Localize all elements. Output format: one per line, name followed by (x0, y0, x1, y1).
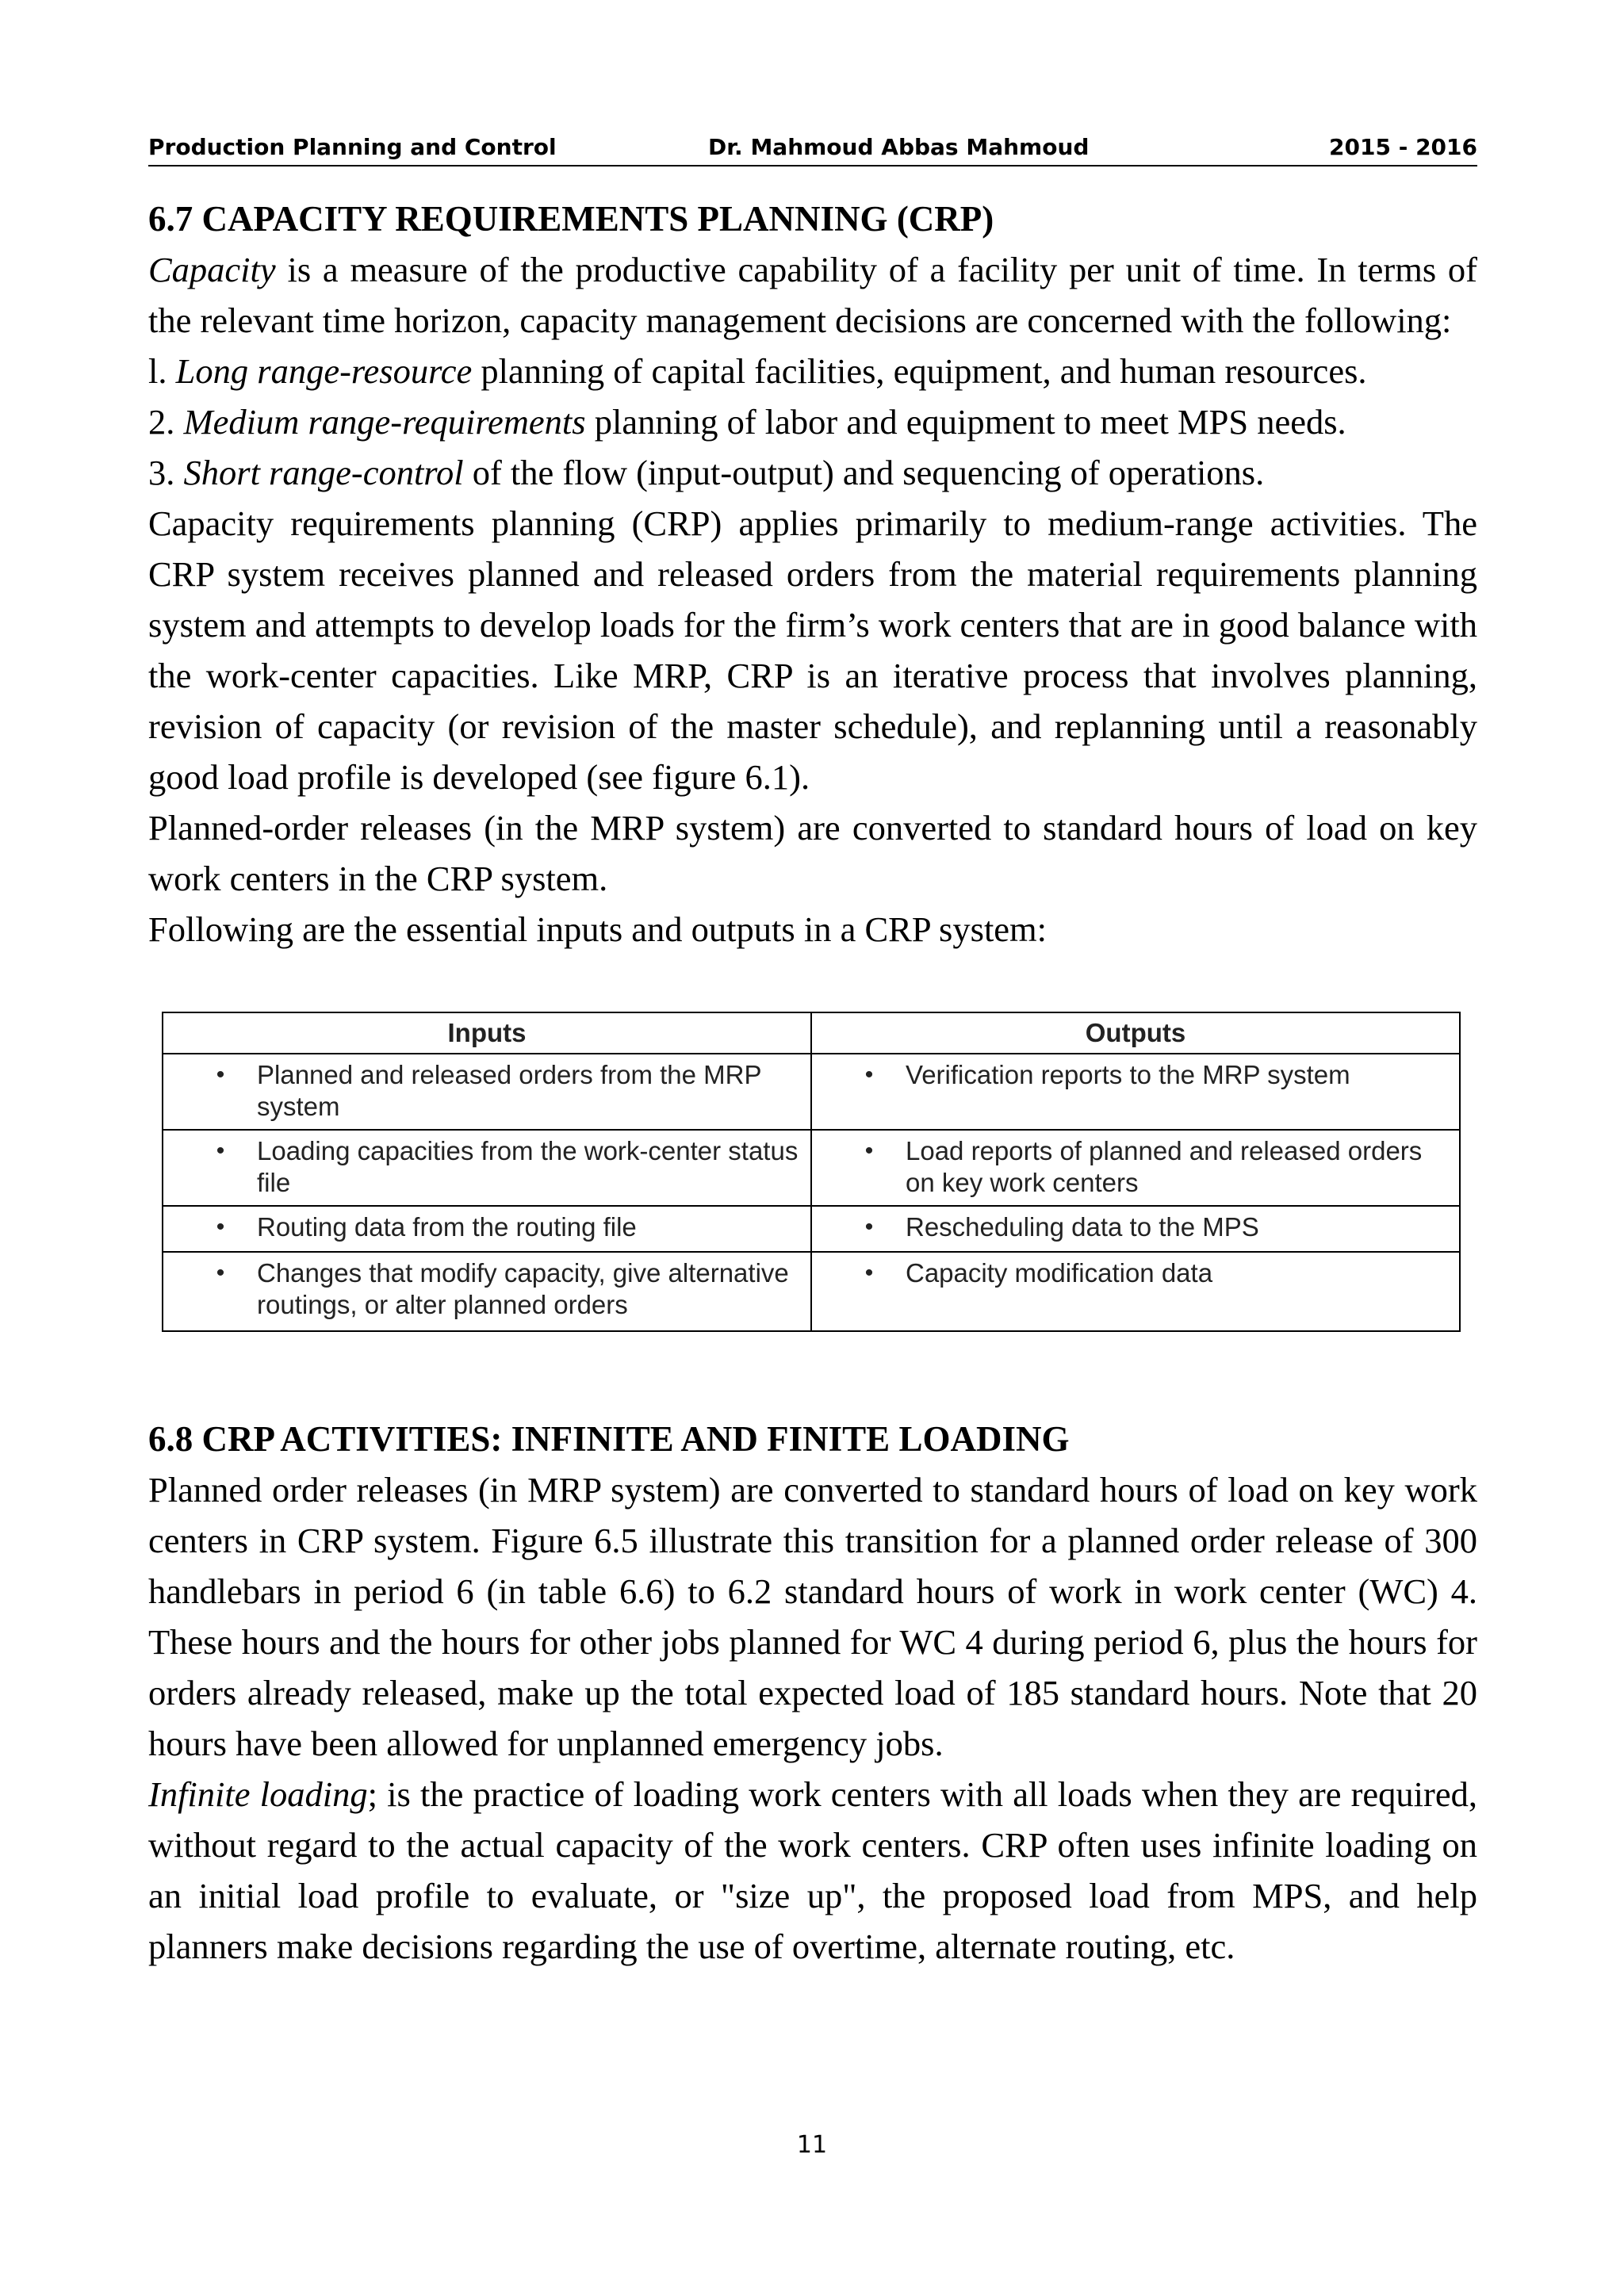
capacity-definition (148, 244, 1477, 346)
section-6-7-title: 6.7 CAPACITY REQUIREMENTS PLANNING (CRP) (148, 199, 994, 239)
input-cell: Planned and released orders from the MRP system (257, 1060, 761, 1121)
bullet-icon: • (864, 1214, 874, 1240)
page-number: 11 (796, 2131, 828, 2159)
input-cell: Changes that modify capacity, give alternative routings, or alter planned orders (257, 1258, 789, 1319)
bullet-icon: • (864, 1062, 874, 1088)
table-row (163, 1054, 1460, 1130)
table-row (163, 1206, 1460, 1252)
input-cell: Routing data from the routing file (257, 1212, 637, 1242)
input-cell: Loading capacities from the work-center status file (257, 1136, 799, 1197)
infinite-loading-paragraph: Infinite loading; is the practice of loading work centers with all loads when they are required, without regard to the actual capacity of the work centers. CRP often uses infinite loading on an initial load profile to evaluate, or "size up", the proposed load from MPS, and help planners make decisions regarding the use of overtime, alternate routing, etc. (148, 1774, 1477, 1966)
inputs-outputs-intro: Following are the essential inputs and outputs in a CRP system: (148, 909, 1048, 949)
infinite-loading-term: Infinite loading (148, 1774, 368, 1814)
list-item: 2. Medium range-requirements planning of labor and equipment to meet MPS needs. (148, 402, 1346, 442)
bullet-icon: • (216, 1260, 225, 1286)
bullet-icon: • (216, 1062, 225, 1088)
header-academic-year: 2015 - 2016 (1329, 134, 1477, 160)
bullet-icon: • (216, 1214, 225, 1240)
list-item: 3. Short range-control of the flow (input-output) and sequencing of operations. (148, 453, 1265, 492)
output-cell: Rescheduling data to the MPS (906, 1212, 1259, 1242)
capacity-term: Capacity (148, 250, 276, 289)
load-conversion-paragraph: Planned order releases (in MRP system) are converted to standard hours of load on key work centers in CRP system. Figure 6.5 illustrate this transition for a planned order release of 300 handlebars in period 6 (in table 6.6) to 6.2 standard hours of work in work center (WC) 4. These hours and the hours for other jobs planned for WC 4 during period 6, plus the hours for orders already released, make up the total expected load of 185 standard hours. Note that 20 hours have been allowed for unplanned emergency jobs. (148, 1470, 1477, 1763)
bullet-icon: • (864, 1260, 874, 1286)
planned-order-paragraph: Planned-order releases (in the MRP system) are converted to standard hours of load on key work centers in the CRP system. (148, 808, 1477, 898)
output-cell: Load reports of planned and released orders on key work centers (906, 1136, 1423, 1197)
section-6-8-title: 6.8 CRP ACTIVITIES: INFINITE AND FINITE LOADING (148, 1419, 1070, 1459)
output-cell: Capacity modification data (906, 1258, 1213, 1288)
capacity-definition-text: is a measure of the productive capability of a facility per unit of time. In terms of the relevant time horizon, capacity management decisions are concerned with the following: (148, 250, 1477, 340)
table-row (163, 1130, 1460, 1206)
bullet-icon: • (216, 1138, 225, 1164)
running-header (148, 132, 1477, 166)
table-header-outputs: Outputs (811, 1012, 1460, 1054)
list-item: l. Long range-resource planning of capital facilities, equipment, and human resources. (148, 351, 1367, 391)
output-cell: Verification reports to the MRP system (906, 1060, 1350, 1089)
crp-paragraph: Capacity requirements planning (CRP) applies primarily to medium-range activities. The CRP system receives planned and released orders from the material requirements planning system and attempts to develop loads for the firm’s work centers that are in good balance with the work-center capacities. Like MRP, CRP is an iterative process that involves planning, revision of capacity (or revision of the master schedule), and replanning until a reasonably good load profile is developed (see figure 6.1). (148, 503, 1477, 797)
header-author: Dr. Mahmoud Abbas Mahmoud (708, 134, 1090, 160)
table-row (163, 1252, 1460, 1331)
section-6-7 (148, 193, 1477, 955)
bullet-icon: • (864, 1138, 874, 1164)
header-course-title: Production Planning and Control (148, 134, 557, 160)
crp-inputs-outputs-table (162, 1012, 1461, 1332)
table-header-inputs: Inputs (163, 1012, 811, 1054)
section-6-8 (148, 1414, 1477, 1972)
